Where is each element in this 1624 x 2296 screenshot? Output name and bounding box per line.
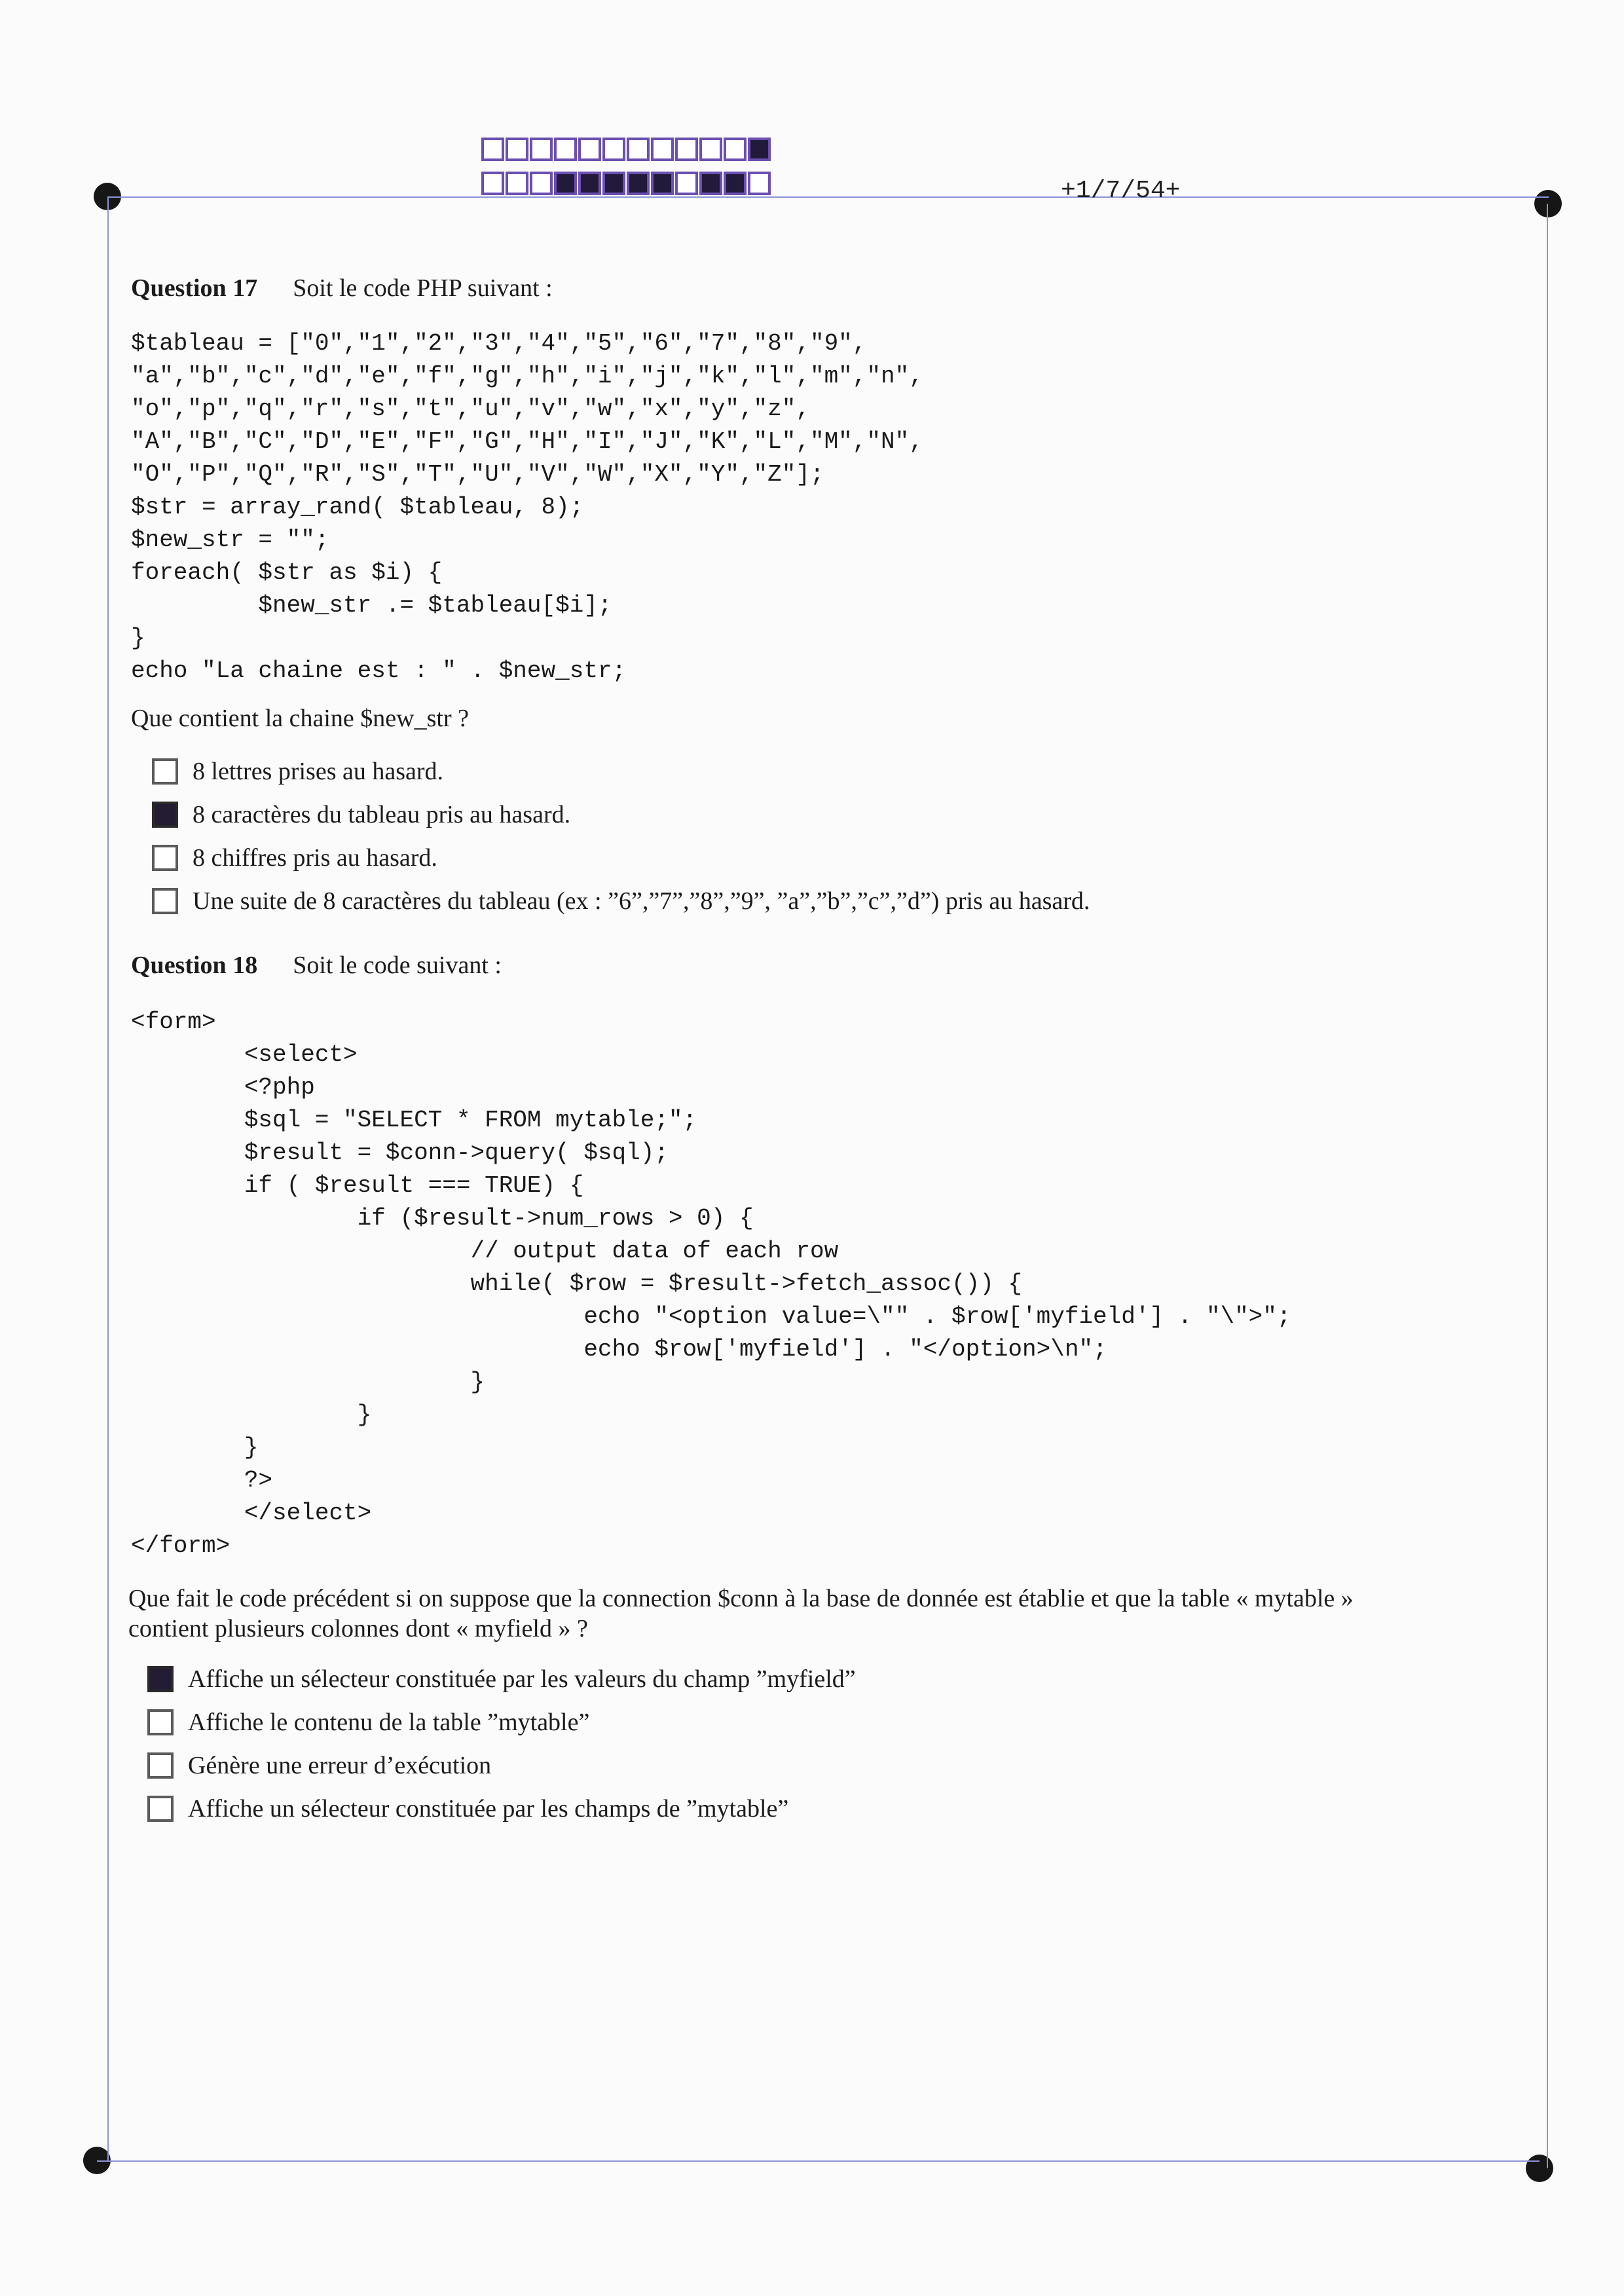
id-grid-box <box>530 138 553 161</box>
id-grid-box <box>578 138 601 161</box>
question-17-prompt: Que contient la chaine $new_str ? <box>131 705 469 732</box>
question-title: Soit le code PHP suivant : <box>293 274 553 302</box>
frame-bottom <box>97 2160 1540 2162</box>
corner-mark-top-right <box>1534 190 1562 217</box>
answer-label: Génère une erreur d’exécution <box>188 1752 492 1779</box>
id-grid-box <box>578 172 601 195</box>
answer-label: 8 lettres prises au hasard. <box>193 758 444 785</box>
answer-checkbox[interactable] <box>147 1752 174 1779</box>
id-grid-box <box>675 172 698 195</box>
answer-label: Affiche un sélecteur constituée par les champs de ”mytable” <box>188 1795 789 1823</box>
id-grid-box <box>724 172 747 195</box>
frame-top <box>108 196 1549 198</box>
id-grid-box <box>699 172 722 195</box>
frame-left <box>107 196 109 2160</box>
question-18-code: <form> <select> <?php $sql = "SELECT * FROM mytable;"; $result = $conn->query( $sql); if ( $result === TRUE) { if ($result->num_rows > 0) { // output data of each row while( $row = $result->fetch_assoc()) { echo "<option value=\"" . $row['myfield'] . "\">"; echo $row['myfield'] . "</option>\n"; } } } ?> </select> </form> <box>131 1009 1291 1559</box>
question-18-heading <box>131 951 502 980</box>
id-grid-box <box>748 172 771 195</box>
question-18-prompt: Que fait le code précédent si on suppose que la connection $conn à la base de donnée est établie et que la table « mytable » contient plusieurs colonnes dont « myfield » ? <box>128 1585 1354 1642</box>
answer-checkbox[interactable] <box>147 1796 174 1822</box>
id-grid-box <box>627 138 650 161</box>
answer-option[interactable] <box>147 1708 589 1737</box>
question-17-code: $tableau = ["0","1","2","3","4","5","6","7","8","9", "a","b","c","d","e","f","g","h","i","j","k","l","m","n", "o","p","q","r","s","t","u","v","w","x","y","z", "A","B","C","D","E","F","G","H","I","J","K","L","M","N", "O","P","Q","R","S","T","U","V","W","X","Y","Z"]; $str = array_rand( $tableau, 8); $new_str = ""; foreach( $str as $i) { $new_str .= $tableau[$i]; } echo "La chaine est : " . $new_str; <box>131 330 923 684</box>
answer-label: Affiche un sélecteur constituée par les valeurs du champ ”myfield” <box>188 1665 856 1693</box>
answer-checkbox[interactable] <box>147 1709 174 1735</box>
id-grid-box <box>554 138 577 161</box>
answer-option[interactable] <box>147 1794 788 1823</box>
frame-right <box>1547 204 1548 2168</box>
id-grid-box <box>506 138 528 161</box>
id-grid-box <box>748 138 771 161</box>
id-grid-box <box>651 138 674 161</box>
page-id: +1/7/54+ <box>1061 177 1181 205</box>
id-grid-box <box>602 138 625 161</box>
answer-checkbox[interactable] <box>152 802 178 828</box>
question-number: Question 17 <box>131 274 258 302</box>
question-number: Question 18 <box>131 952 258 979</box>
corner-mark-bottom-right <box>1526 2155 1553 2182</box>
question-title: Soit le code suivant : <box>293 952 502 979</box>
answer-label: 8 chiffres pris au hasard. <box>193 844 437 872</box>
answer-option[interactable] <box>152 757 443 786</box>
answer-checkbox[interactable] <box>147 1666 174 1692</box>
id-grid-row-1 <box>481 138 772 161</box>
id-grid-box <box>602 172 625 195</box>
answer-label: Une suite de 8 caractères du tableau (ex : ”6”,”7”,”8”,”9”, ”a”,”b”,”c”,”d”) pris au hasard. <box>193 887 1090 915</box>
answer-checkbox[interactable] <box>152 888 178 914</box>
answer-label: Affiche le contenu de la table ”mytable” <box>188 1709 590 1736</box>
answer-option[interactable] <box>147 1665 856 1694</box>
question-17-heading <box>131 274 553 303</box>
id-grid-box <box>481 138 504 161</box>
answer-label: 8 caractères du tableau pris au hasard. <box>193 801 571 828</box>
answer-option[interactable] <box>152 843 437 872</box>
id-grid-box <box>481 172 504 195</box>
id-grid-box <box>627 172 650 195</box>
answer-option[interactable] <box>152 800 570 829</box>
id-grid-row-2 <box>481 172 772 195</box>
id-grid-box <box>675 138 698 161</box>
answer-checkbox[interactable] <box>152 845 178 871</box>
id-grid-box <box>530 172 553 195</box>
id-grid-box <box>699 138 722 161</box>
answer-option[interactable] <box>152 887 1090 916</box>
answer-checkbox[interactable] <box>152 758 178 785</box>
id-grid-box <box>506 172 528 195</box>
id-grid-box <box>554 172 577 195</box>
answer-option[interactable] <box>147 1751 491 1780</box>
id-grid-box <box>651 172 674 195</box>
id-grid-box <box>724 138 747 161</box>
